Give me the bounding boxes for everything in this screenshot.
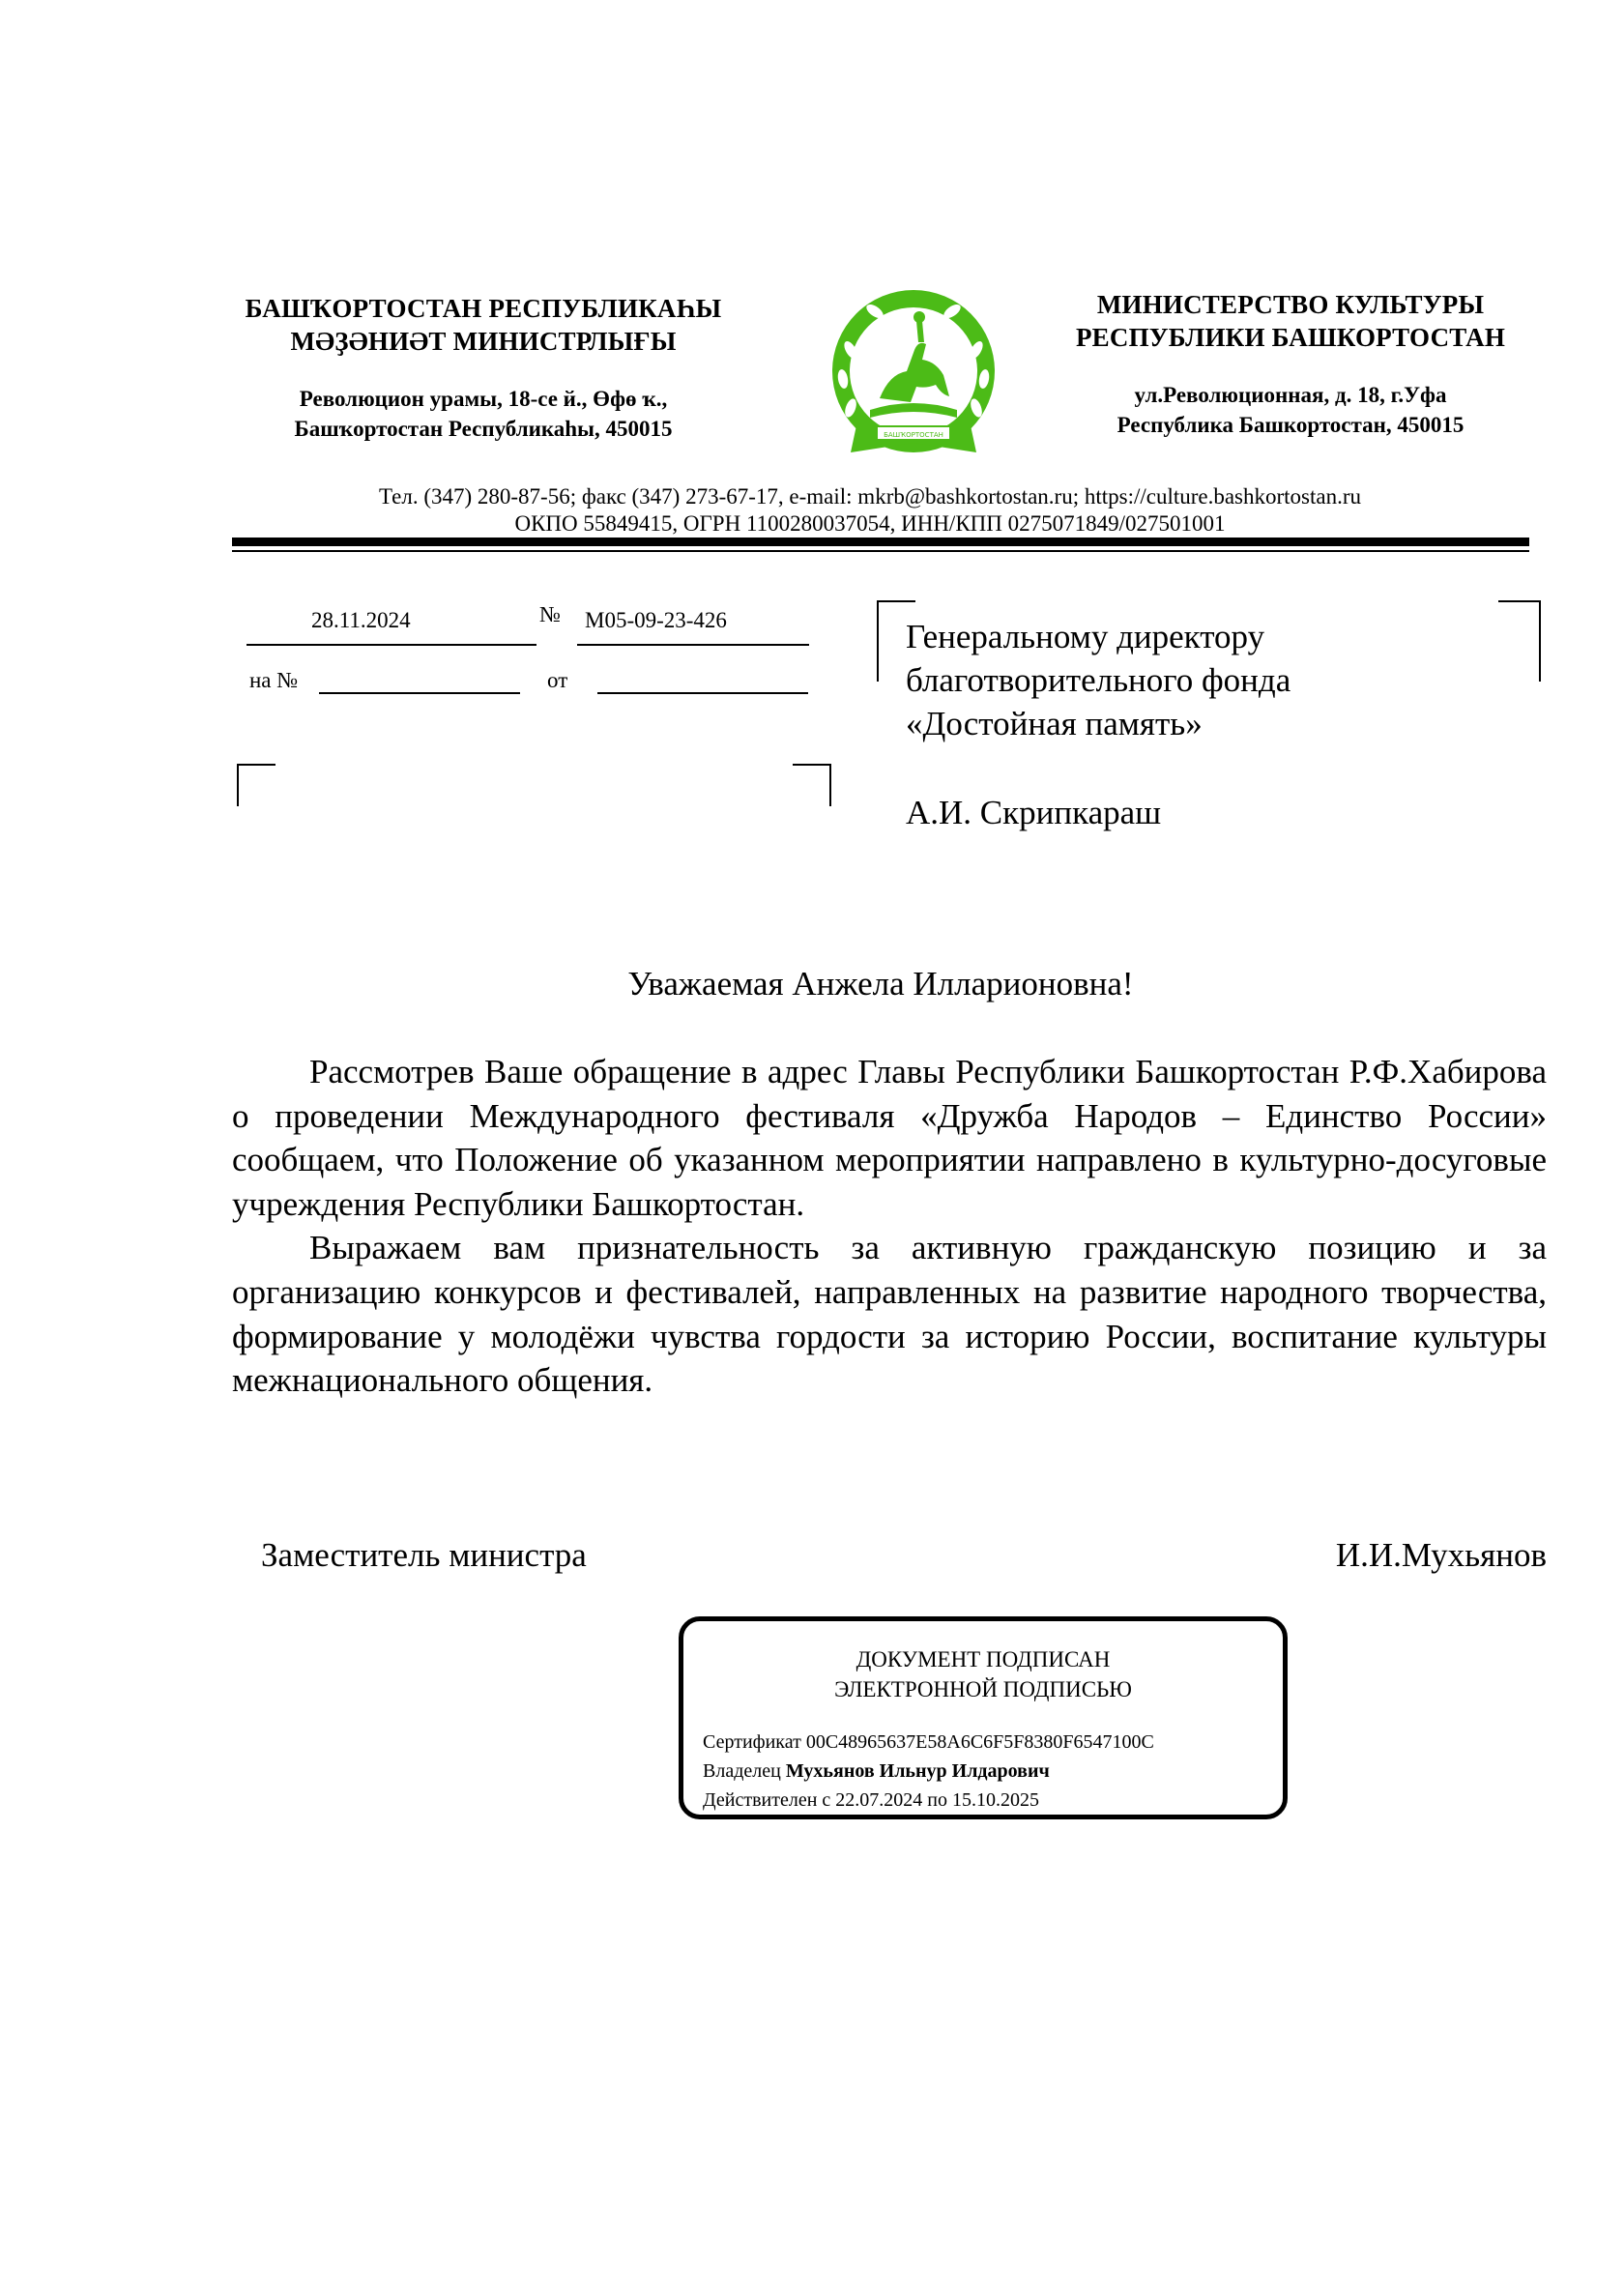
letterhead-divider-thin xyxy=(232,550,1529,552)
stamp-validity-row xyxy=(703,1786,1154,1815)
stamp-certificate-label: Сертификат xyxy=(703,1731,801,1753)
org-name-bashkir-line2: МӘҘӘНИӘТ МИНИСТРЛЫҒЫ xyxy=(290,327,677,356)
number-underline xyxy=(577,644,809,646)
stamp-owner-label: Владелец xyxy=(703,1760,781,1782)
letterhead-left xyxy=(213,292,754,444)
org-name-russian-line2: РЕСПУБЛИКИ БАШКОРТОСТАН xyxy=(1075,323,1506,352)
stamp-title-line1: ДОКУМЕНТ ПОДПИСАН xyxy=(856,1647,1111,1671)
stamp-certificate-value: 00C48965637E58A6C6F5F8380F6547100C xyxy=(805,1731,1154,1753)
address-russian-line1: ул.Революционная, д. 18, г.Уфа xyxy=(1134,383,1447,407)
number-sign: № xyxy=(539,602,561,626)
signatory-name: И.И.Мухьянов xyxy=(1335,1536,1547,1574)
emblem-ribbon-label: БАШҠОРТОСТАН xyxy=(884,431,943,439)
addressee-corner-right xyxy=(1498,600,1541,682)
stamp-owner-row xyxy=(703,1757,1154,1786)
letter-body xyxy=(232,1050,1547,1403)
corner-mark-top-left xyxy=(237,764,276,806)
addressee-line: Генеральному директору xyxy=(906,618,1265,655)
signatory-position: Заместитель министра xyxy=(261,1536,587,1574)
address-bashkir-line2: Башҡортостан Республикаһы, 450015 xyxy=(294,417,673,441)
corner-mark-top-right xyxy=(793,764,831,806)
addressee-block xyxy=(906,615,1290,745)
address-bashkir-line1: Революцион урамы, 18-се й., Өфө ҡ., xyxy=(299,387,668,411)
stamp-owner-value: Мухьянов Ильнур Илдарович xyxy=(785,1760,1050,1782)
ref-number-underline xyxy=(319,692,520,694)
stamp-valid-to-label: по xyxy=(927,1789,947,1811)
letterhead-divider-thick xyxy=(232,538,1529,546)
ref-number-label: на № xyxy=(249,668,299,692)
contacts-line: Тел. (347) 280-87-56; факс (347) 273-67-17, e-mail: mkrb@bashkortostan.ru; https://culture.bashkortostan.ru xyxy=(378,484,1362,509)
stamp-valid-from: 22.07.2024 xyxy=(835,1789,923,1811)
salutation: Уважаемая Анжела Илларионовна! xyxy=(627,965,1134,1003)
addressee-line: «Достойная память» xyxy=(906,705,1203,742)
electronic-signature-stamp xyxy=(679,1616,1288,1819)
contacts-block xyxy=(232,483,1508,538)
ref-date-label: от xyxy=(547,668,568,692)
org-name-russian-line1: МИНИСТЕРСТВО КУЛЬТУРЫ xyxy=(1096,290,1485,319)
date-underline xyxy=(246,644,536,646)
stamp-certificate-row xyxy=(703,1728,1154,1757)
body-paragraph: Выражаем вам признательность за активную гражданскую позицию и за организацию конкурсов и фестивалей, направленных на развитие народного творчества, формирование у молодёжи чувства гордости за историю России, воспитание культуры межнационального общения. xyxy=(232,1229,1547,1400)
coat-of-arms-emblem xyxy=(822,282,1005,466)
address-russian-line2: Республика Башкортостан, 450015 xyxy=(1116,413,1464,437)
addressee-name: А.И. Скрипкараш xyxy=(906,794,1162,831)
outgoing-date: 28.11.2024 xyxy=(311,608,411,632)
outgoing-number: М05-09-23-426 xyxy=(585,608,727,632)
body-paragraph: Рассмотрев Ваше обращение в адрес Главы Республики Башкортостан Р.Ф.Хабирова о проведении Международного фестиваля «Дружба Народов – Единство России» сообщаем, что Положение об указанном мероприятии направлено в культурно-досуговые учреждения Республики Башкортостан. xyxy=(232,1053,1547,1223)
registry-codes-line: ОКПО 55849415, ОГРН 1100280037054, ИНН/КПП 0275071849/027501001 xyxy=(514,511,1226,536)
stamp-valid-to: 15.10.2025 xyxy=(952,1789,1039,1811)
letterhead-right xyxy=(1063,288,1518,440)
ref-date-underline xyxy=(597,692,808,694)
stamp-title-line2: ЭЛЕКТРОННОЙ ПОДПИСЬЮ xyxy=(834,1677,1132,1701)
stamp-valid-label: Действителен с xyxy=(703,1789,831,1811)
org-name-bashkir-line1: БАШҠОРТОСТАН РЕСПУБЛИКАҺЫ xyxy=(245,294,722,323)
addressee-line: благотворительного фонда xyxy=(906,661,1291,699)
